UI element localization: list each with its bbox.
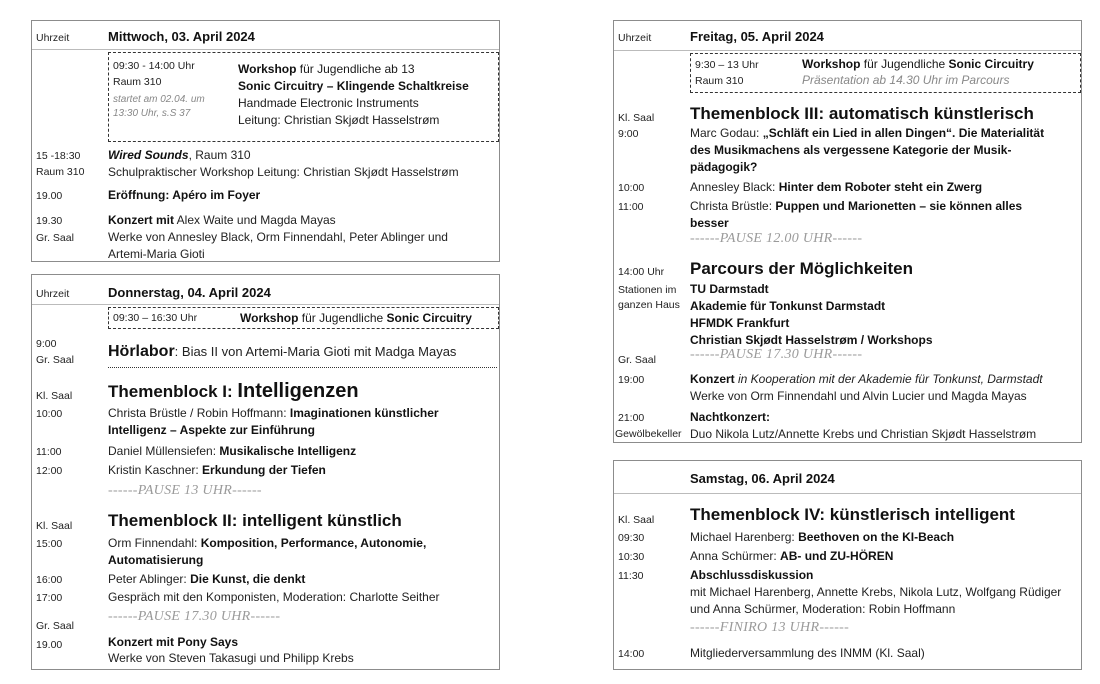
day-title: Mittwoch, 03. April 2024 — [108, 29, 255, 44]
time-label: 10:30 — [618, 551, 645, 563]
time-label: 19.00 — [36, 190, 63, 202]
talk: Daniel Müllensiefen: Musikalische Intelligenz — [108, 444, 357, 458]
time-label: 12:00 — [36, 465, 63, 477]
talk: Orm Finnendahl: Komposition, Performance, Autonomie, Automatisierung — [108, 536, 427, 567]
time-label: 19.30 — [36, 215, 63, 227]
time-label: 17:00 — [36, 592, 63, 604]
divider — [32, 304, 499, 305]
room-label: Gr. Saal — [36, 354, 74, 366]
divider — [614, 50, 1081, 51]
day-title: Freitag, 05. April 2024 — [690, 29, 824, 44]
time-label: 21:00 — [618, 412, 645, 424]
time-label: 11:00 — [618, 201, 644, 213]
workshop-room: Raum 310 — [695, 75, 744, 87]
day-box-saturday — [613, 460, 1082, 670]
time-label: 11:30 — [618, 570, 644, 582]
talk: Annesley Black: Hinter dem Roboter steht ein Zwerg — [690, 180, 983, 194]
themenblock-title: Themenblock II: intelligent künstlich — [108, 511, 402, 530]
parcours-stations: TU Darmstadt Akademie für Tonkunst Darmstadt HFMDK Frankfurt Christian Skjødt Hasselstrøm / Workshops — [690, 282, 933, 347]
talk: Christa Brüstle / Robin Hoffmann: Imaginationen künstlicher Intelligenz – Aspekte zur Einführung — [108, 406, 439, 437]
talk: Christa Brüstle: Puppen und Marionetten – sie können alles besser — [690, 199, 1023, 230]
themenblock-title: Themenblock IV: künstlerisch intelligent — [690, 505, 1015, 524]
workshop-note: 13:30 Uhr, s.S 37 — [113, 108, 191, 119]
day-title: Samstag, 06. April 2024 — [690, 471, 835, 486]
room-label: Gewölbekeller — [615, 428, 682, 440]
time-label: 16:00 — [36, 574, 63, 586]
workshop-time: 09:30 - 14:00 Uhr — [113, 60, 195, 72]
col-label: Uhrzeit — [36, 32, 70, 44]
room-label: Kl. Saal — [618, 112, 655, 124]
time-label: 15:00 — [36, 538, 63, 550]
time-label: 10:00 — [36, 408, 63, 420]
talk: Gespräch mit den Komponisten, Moderation: Charlotte Seither — [108, 590, 440, 604]
workshop-time: 9:30 – 13 Uhr — [695, 59, 759, 71]
event-concert: Konzert mit Alex Waite und Magda Mayas Werke von Annesley Black, Orm Finnendahl, Peter Ablinger und Artemi-Maria Gioti — [108, 213, 448, 261]
room-label: Gr. Saal — [618, 354, 656, 366]
time-label: 14:00 — [618, 648, 645, 660]
time-label: 09:30 — [618, 532, 645, 544]
room-label: Raum 310 — [36, 166, 85, 178]
workshop-box — [108, 52, 499, 142]
room-label: Gr. Saal — [36, 232, 74, 244]
col-label: Uhrzeit — [618, 32, 652, 44]
time-label: 14:00 Uhr — [618, 266, 665, 278]
day-box-friday — [613, 20, 1082, 443]
talk: Peter Ablinger: Die Kunst, die denkt — [108, 572, 306, 586]
time-label: 11:00 — [36, 446, 62, 458]
workshop-description: Workshop für Jugendliche Sonic Circuitry Präsentation ab 14.30 Uhr im Parcours — [802, 57, 1034, 87]
location-label: ganzen Haus — [618, 299, 680, 311]
time-label: 19:00 — [618, 374, 645, 386]
room-label: Gr. Saal — [36, 620, 74, 632]
workshop-box — [108, 307, 499, 329]
workshop-time: 09:30 – 16:30 Uhr — [113, 312, 198, 324]
talk: Marc Godau: „Schläft ein Lied in allen Dingen“. Die Materialität des Musikmachens als vergessene Kategorie der Musik- pädagogik? — [690, 126, 1045, 174]
event-concert: Konzert mit Pony Says Werke von Steven Takasugi und Philipp Krebs — [108, 635, 354, 665]
time-label: 10:00 — [618, 182, 645, 194]
event-wired-sounds: Wired Sounds, Raum 310 Schulpraktischer Workshop Leitung: Christian Skjødt Hasselstrøm — [108, 148, 459, 179]
event-night-concert: Nachtkonzert: Duo Nikola Lutz/Annette Krebs und Christian Skjødt Hasselstrøm — [690, 410, 1037, 441]
workshop-note: startet am 02.04. um — [113, 94, 205, 105]
discussion: Abschlussdiskussion mit Michael Harenberg, Annette Krebs, Nikola Lutz, Wolfgang Rüdiger und Anna Schürmer, Moderation: Robin Hoffmann — [690, 568, 1062, 616]
dotted-divider — [108, 367, 497, 368]
time-label: 9:00 — [618, 128, 639, 140]
event-hoerlabor: Hörlabor: Bias II von Artemi-Maria Gioti mit Madga Mayas — [108, 343, 457, 360]
day-title: Donnerstag, 04. April 2024 — [108, 285, 271, 300]
finiro-label: ------FINIRO 13 UHR------ — [690, 620, 850, 635]
time-label: 19.00 — [36, 639, 63, 651]
themenblock-title: Themenblock III: automatisch künstlerisch — [690, 104, 1034, 123]
room-label: Kl. Saal — [36, 390, 73, 402]
col-label: Uhrzeit — [36, 288, 70, 300]
workshop-room: Raum 310 — [113, 76, 162, 88]
day-box-wednesday — [31, 20, 500, 262]
workshop-box — [690, 53, 1081, 93]
parcours-title: Parcours der Möglichkeiten — [690, 259, 913, 278]
themenblock-title: Themenblock I: Intelligenzen — [108, 380, 359, 402]
pause-label: ------PAUSE 17.30 UHR------ — [108, 609, 281, 624]
divider — [614, 493, 1081, 494]
divider — [32, 49, 499, 50]
event-member-meeting: Mitgliederversammlung des INMM (Kl. Saal) — [690, 646, 925, 660]
pause-label: ------PAUSE 12.00 UHR------ — [690, 231, 863, 246]
pause-label: ------PAUSE 13 UHR------ — [108, 483, 262, 498]
event-opening: Eröffnung: Apéro im Foyer — [108, 188, 261, 202]
room-label: Kl. Saal — [36, 520, 73, 532]
talk: Kristin Kaschner: Erkundung der Tiefen — [108, 463, 326, 477]
talk: Michael Harenberg: Beethoven on the KI-Beach — [690, 530, 955, 544]
pause-label: ------PAUSE 17.30 UHR------ — [690, 347, 863, 362]
event-concert: Konzert in Kooperation mit der Akademie für Tonkunst, Darmstadt Werke von Orm Finnendahl und Alvin Lucier und Magda Mayas — [690, 372, 1043, 403]
day-box-thursday — [31, 274, 500, 670]
time-label: 9:00 — [36, 338, 57, 350]
talk: Anna Schürmer: AB- und ZU-HÖREN — [690, 549, 894, 563]
time-label: 15 -18:30 — [36, 150, 81, 162]
room-label: Kl. Saal — [618, 514, 655, 526]
workshop-description: Workshop für Jugendliche ab 13 Sonic Circuitry – Klingende Schaltkreise Handmade Electronic Instruments Leitung: Christian Skjødt Hasselstrøm — [238, 62, 469, 127]
workshop-description: Workshop für Jugendliche Sonic Circuitry — [240, 311, 472, 325]
location-label: Stationen im — [618, 284, 677, 296]
